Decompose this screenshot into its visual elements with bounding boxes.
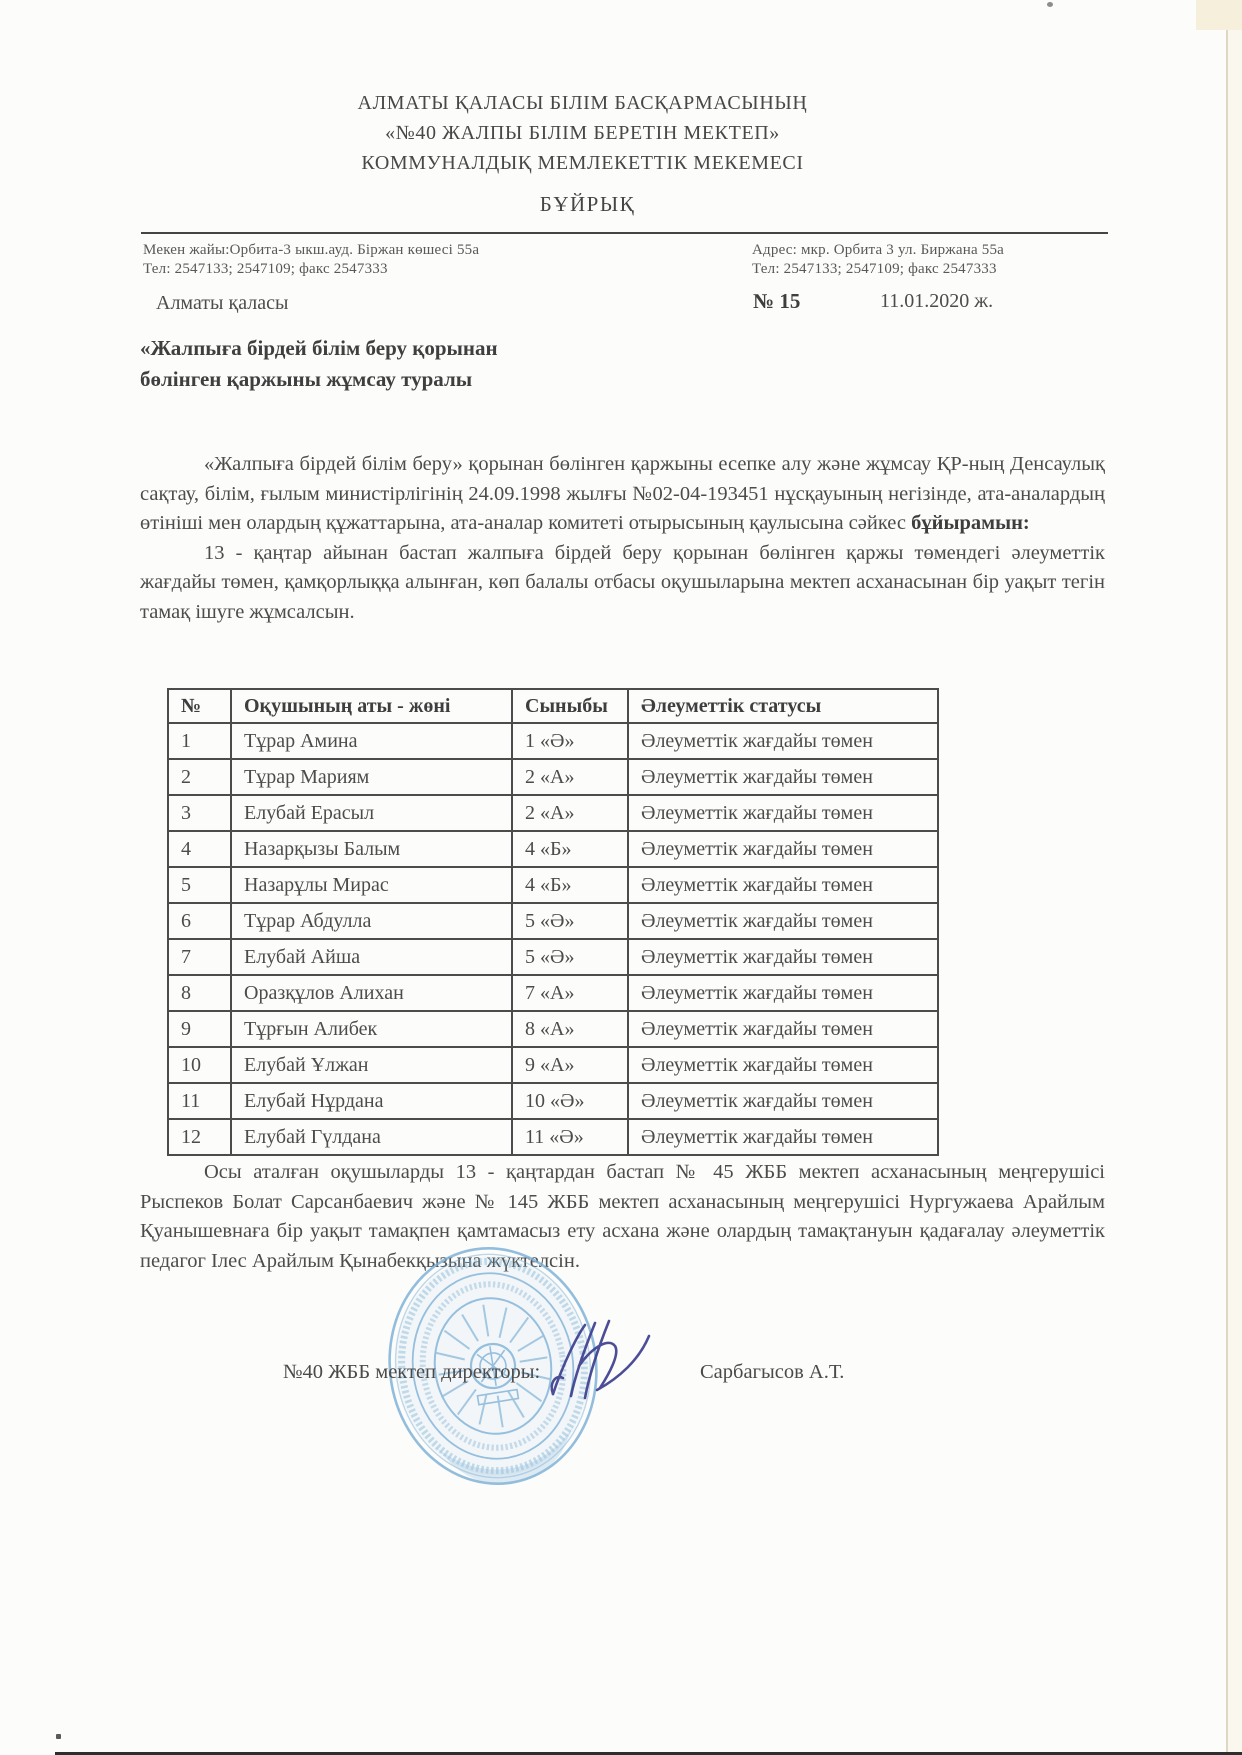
students-table-container — [167, 688, 939, 1156]
signature-person-name: Сарбагысов А.Т. — [700, 1361, 845, 1383]
table-cell: Әлеуметтік жағдайы төмен — [628, 1119, 938, 1155]
table-cell: Назарұлы Мирас — [231, 867, 512, 903]
table-cell: 4 — [168, 831, 231, 867]
closing-paragraph-container — [140, 1158, 1105, 1276]
document-type-title: БҰЙРЫҚ — [539, 192, 636, 216]
table-cell: Тұрар Абдулла — [231, 903, 512, 939]
paragraph-preamble — [140, 450, 1105, 539]
table-cell: Елубай Нұрдана — [231, 1083, 512, 1119]
table-row — [168, 867, 938, 903]
table-cell: 2 — [168, 759, 231, 795]
scan-speck-top — [1047, 2, 1053, 7]
table-row — [168, 939, 938, 975]
student-table-body — [168, 723, 938, 1155]
org-name-line1: АЛМАТЫ ҚАЛАСЫ БІЛІМ БАСҚАРМАСЫНЫҢ — [357, 92, 808, 114]
table-header-cell: № — [168, 689, 231, 723]
scan-right-edge-line — [1226, 0, 1228, 1755]
table-cell: 1 «Ә» — [512, 723, 628, 759]
address-block-russian — [752, 241, 1004, 279]
table-row — [168, 795, 938, 831]
table-cell: 8 — [168, 975, 231, 1011]
table-row — [168, 831, 938, 867]
scan-corner-shade — [1196, 0, 1242, 30]
issue-city: Алматы қаласы — [156, 292, 289, 314]
subject-line2: бөлінген қаржыны жұмсау туралы — [140, 367, 473, 391]
table-row — [168, 1083, 938, 1119]
table-cell: Елубай Ұлжан — [231, 1047, 512, 1083]
table-cell: 3 — [168, 795, 231, 831]
table-cell: Әлеуметтік жағдайы төмен — [628, 867, 938, 903]
address-kz-line1: Мекен жайы:Орбита-3 ыкш.ауд. Біржан көшесі 55а — [143, 242, 480, 258]
org-header — [0, 88, 1165, 178]
table-cell: Назарқызы Балым — [231, 831, 512, 867]
address-block-kazakh — [143, 241, 479, 279]
table-cell: 2 «А» — [512, 795, 628, 831]
table-cell: 6 — [168, 903, 231, 939]
table-cell: Тұрар Амина — [231, 723, 512, 759]
table-cell: 7 «А» — [512, 975, 628, 1011]
students-table — [167, 688, 939, 1156]
table-cell: Әлеуметтік жағдайы төмен — [628, 723, 938, 759]
address-kz-line2: Тел: 2547133; 2547109; факс 2547333 — [143, 261, 388, 277]
table-cell: Елубай Ерасыл — [231, 795, 512, 831]
table-cell: 9 — [168, 1011, 231, 1047]
org-name-line2: «№40 ЖАЛПЫ БІЛІМ БЕРЕТІН МЕКТЕП» — [385, 122, 780, 144]
table-row — [168, 903, 938, 939]
table-cell: Әлеуметтік жағдайы төмен — [628, 1047, 938, 1083]
table-cell: Тұрғын Алибек — [231, 1011, 512, 1047]
table-cell: 4 «Б» — [512, 867, 628, 903]
scan-right-edge — [1227, 0, 1242, 1755]
table-header-row — [168, 689, 938, 723]
table-cell: 11 «Ә» — [512, 1119, 628, 1155]
header-divider-line — [141, 232, 1108, 234]
table-cell: 8 «А» — [512, 1011, 628, 1047]
preamble-text: «Жалпыға бірдей білім беру» қорынан бөлінген қаржыны есепке алу және жұмсау ҚР-ның Денсаулық сақтау, білім, ғылым министірлігінің 24.09.1998 жылғы №02-04-193451 нұсқауының негізінде, ата-аналардың өтініші мен олардың құжаттарына, ата-аналар комитеті отырысының қаулысына сәйкес — [140, 453, 1105, 534]
table-cell: Елубай Гүлдана — [231, 1119, 512, 1155]
table-cell: 4 «Б» — [512, 831, 628, 867]
table-cell: 5 — [168, 867, 231, 903]
director-signature-ink — [545, 1316, 679, 1404]
signature-role-label: №40 ЖББ мектеп директоры: — [283, 1361, 541, 1383]
table-row — [168, 1011, 938, 1047]
table-cell: 1 — [168, 723, 231, 759]
document-number: № 15 — [753, 289, 801, 313]
table-cell: 10 «Ә» — [512, 1083, 628, 1119]
table-cell: 11 — [168, 1083, 231, 1119]
order-verb-bold: бұйырамын: — [911, 512, 1030, 534]
table-cell: Әлеуметтік жағдайы төмен — [628, 759, 938, 795]
address-ru-line2: Тел: 2547133; 2547109; факс 2547333 — [752, 261, 997, 277]
scan-speck-bottom — [56, 1734, 61, 1739]
table-row — [168, 975, 938, 1011]
table-cell: Тұрар Мариям — [231, 759, 512, 795]
order-subject — [140, 333, 840, 395]
table-cell: 12 — [168, 1119, 231, 1155]
paragraph-directive: 13 - қаңтар айынан бастап жалпыға бірдей беру қорынан бөлінген қаржы төмендегі әлеуметтік жағдайы төмен, қамқорлыққа алынған, көп балалы отбасы оқушыларына мектеп асханасынан бір уақыт тегін тамақ ішуге жұмсалсын. — [140, 541, 1105, 623]
table-row — [168, 723, 938, 759]
paragraph-assignment: Осы аталған оқушыларды 13 - қаңтардан бастап № 45 ЖББ мектеп асханасының меңгерушісі Рыспеков Болат Сарсанбаевич және № 145 ЖББ мектеп асханасының меңгерушісі Нургужаева Арайлым Қуанышевнаға бір уақыт тамақпен қамтамасыз ету асхана және олардың тамақтануын қадағалау әлеуметтік педагог Ілес Арайлым Қынабекқызына жүктелсін. — [140, 1161, 1105, 1272]
table-cell: 5 «Ә» — [512, 939, 628, 975]
table-cell: 5 «Ә» — [512, 903, 628, 939]
table-cell: 2 «А» — [512, 759, 628, 795]
table-cell: 9 «А» — [512, 1047, 628, 1083]
table-cell: Елубай Айша — [231, 939, 512, 975]
subject-line1: «Жалпыға бірдей білім беру қорынан — [140, 336, 498, 360]
address-ru-line1: Адрес: мкр. Орбита 3 ул. Биржана 55а — [752, 242, 1005, 258]
table-cell: Әлеуметтік жағдайы төмен — [628, 939, 938, 975]
table-cell: 10 — [168, 1047, 231, 1083]
table-header-cell: Сыныбы — [512, 689, 628, 723]
table-cell: Әлеуметтік жағдайы төмен — [628, 1011, 938, 1047]
document-date: 11.01.2020 ж. — [880, 290, 994, 312]
table-cell: Әлеуметтік жағдайы төмен — [628, 903, 938, 939]
table-header-cell: Оқушының аты - жөні — [231, 689, 512, 723]
table-row — [168, 1119, 938, 1155]
table-cell: Оразқұлов Алихан — [231, 975, 512, 1011]
table-cell: 7 — [168, 939, 231, 975]
table-cell: Әлеуметтік жағдайы төмен — [628, 975, 938, 1011]
table-cell: Әлеуметтік жағдайы төмен — [628, 795, 938, 831]
org-name-line3: КОММУНАЛДЫҚ МЕМЛЕКЕТТІК МЕКЕМЕСІ — [361, 152, 804, 174]
table-header-cell: Әлеуметтік статусы — [628, 689, 938, 723]
order-body — [140, 450, 1105, 627]
table-cell: Әлеуметтік жағдайы төмен — [628, 831, 938, 867]
table-cell: Әлеуметтік жағдайы төмен — [628, 1083, 938, 1119]
table-row — [168, 1047, 938, 1083]
table-row — [168, 759, 938, 795]
